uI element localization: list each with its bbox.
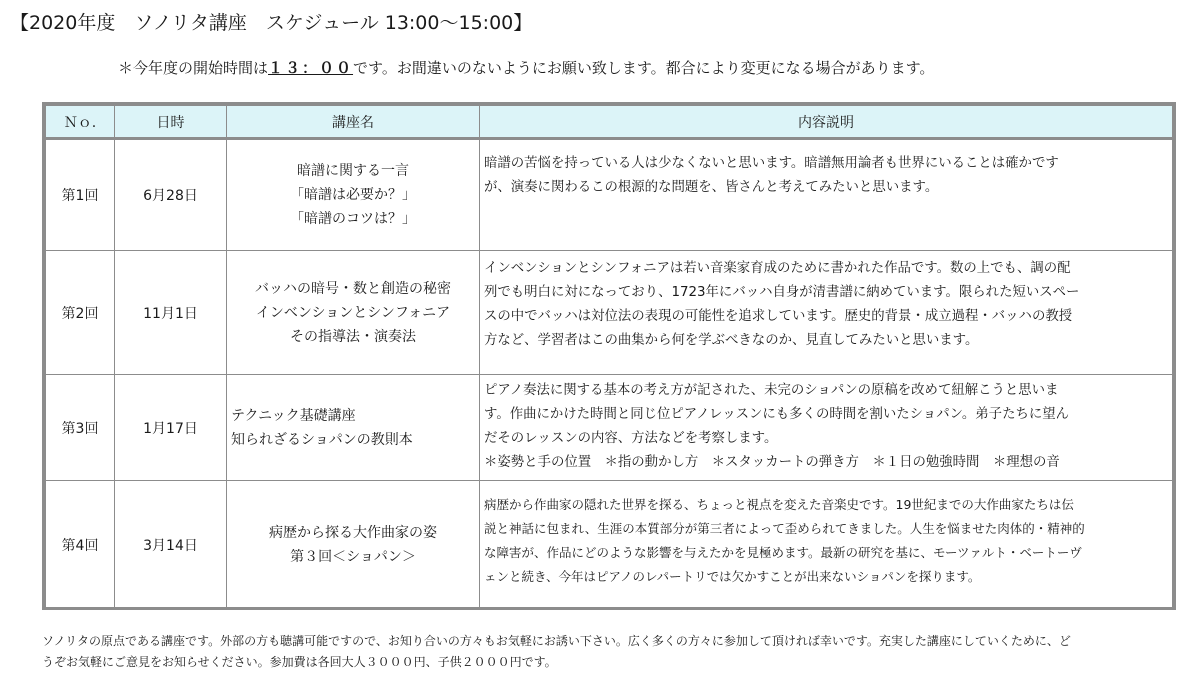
- page-title: 【2020年度 ソノリタ講座 スケジュール 13:00〜15:00】: [10, 12, 533, 34]
- course-name-line: インベンションとシンフォニア: [255, 304, 451, 321]
- description-line: が、演奏に関わるこの根源的な問題を、皆さんと考えてみたいと思います。: [484, 180, 939, 195]
- description-line: 病歴から作曲家の隠れた世界を探る、ちょっと視点を変えた音楽史です。19世紀までの大作曲家たちは伝: [484, 497, 1074, 512]
- row-description: [480, 251, 1173, 375]
- header-date: 日時: [115, 106, 227, 139]
- course-name-line: 病歴から探る大作曲家の姿: [269, 525, 437, 541]
- course-name-line: 「暗譜のコツは？」: [290, 211, 416, 227]
- description-line: 列でも明白に対になっており、1723年にバッハ自身が清書譜に納めています。限られた短いスペー: [484, 285, 1080, 300]
- description-line: ェンと続き、今年はピアノのレパートリでは欠かすことが出来ないショパンを探ります。: [484, 569, 981, 584]
- row-course-name: [227, 139, 480, 251]
- table-header-row: [46, 106, 1173, 139]
- description-line: す。作曲にかけた時間と同じ位ピアノレッスンにも多くの時間を割いたショパン。弟子たちに望ん: [484, 407, 1070, 422]
- footer-note: [42, 631, 1182, 673]
- description-line: 暗譜の苦悩を持っている人は少なくないと思います。暗譜無用論者も世界にいることは確かです: [484, 156, 1059, 171]
- row-date: 6月28日: [115, 139, 227, 251]
- table-row: [46, 251, 1173, 375]
- description-line: だそのレッスンの内容、方法などを考察します。: [484, 431, 778, 446]
- row-course-name: [227, 251, 480, 375]
- row-description: [480, 481, 1173, 610]
- description-line: スの中でバッハは対位法の表現の可能性を追求しています。歴史的背景・成立過程・バッハの教授: [484, 309, 1073, 324]
- row-no: 第1回: [46, 139, 115, 251]
- row-date: 3月14日: [115, 481, 227, 610]
- row-no: 第4回: [46, 481, 115, 610]
- footer-line: うぞお気軽にご意見をお知らせください。参加費は各回大人３０００円、子供２０００円です。: [42, 655, 557, 669]
- course-name-line: 第３回＜ショパン＞: [290, 549, 416, 565]
- description-line: インベンションとシンフォニアは若い音楽家育成のために書かれた作品です。数の上でも、調の配: [484, 261, 1071, 276]
- description-line: 方など、学習者はこの曲集から何を学ぶべきなのか、見直してみたいと思います。: [484, 333, 979, 348]
- row-date: 11月1日: [115, 251, 227, 375]
- notice-suffix: です。お間違いのないようにお願い致します。都合により変更になる場合があります。: [353, 59, 935, 77]
- row-no: 第2回: [46, 251, 115, 375]
- header-no: Ｎｏ.: [46, 106, 115, 139]
- row-no: 第3回: [46, 375, 115, 481]
- notice-start-time: １３：００: [268, 59, 354, 77]
- description-line: ＊姿勢と手の位置 ＊指の動かし方 ＊スタッカートの弾き方 ＊１日の勉強時間 ＊理想の音: [484, 455, 1060, 470]
- notice-prefix: ＊今年度の開始時間は: [118, 59, 269, 77]
- course-name-line: その指導法・演奏法: [290, 328, 416, 345]
- footer-line: ソノリタの原点である講座です。外部の方も聴講可能ですので、お知り合いの方々もお気軽にお誘い下さい。広く多くの方々に参加して頂ければ幸いです。充実した講座にしていくために、ど: [42, 634, 1071, 648]
- course-name-line: 暗譜に関する一言: [297, 163, 409, 179]
- description-line: 説と神話に包まれ、生涯の本質部分が第三者によって歪められてきました。人生を悩ませた肉体的・精神的: [484, 521, 1085, 536]
- row-description: [480, 375, 1173, 481]
- start-time-notice: [118, 57, 934, 78]
- course-name-line: バッハの暗号・数と創造の秘密: [255, 280, 451, 297]
- description-line: ピアノ奏法に関する基本の考え方が記された、未完のショパンの原稿を改めて紐解こうと思いま: [484, 383, 1059, 398]
- header-description: 内容説明: [480, 106, 1173, 139]
- course-name-line: テクニック基礎講座: [231, 407, 356, 424]
- header-course-name: 講座名: [227, 106, 480, 139]
- row-date: 1月17日: [115, 375, 227, 481]
- course-name-line: 「暗譜は必要か？」: [290, 187, 416, 203]
- row-course-name: [227, 375, 480, 481]
- description-line: な障害が、作品にどのような影響を与えたかを見極めます。最新の研究を基に、モーツァルト・ベートーヴ: [484, 545, 1082, 560]
- table-row: [46, 139, 1173, 251]
- table-row: [46, 481, 1173, 610]
- course-name-line: 知られざるショパンの教則本: [231, 431, 413, 448]
- row-description: [480, 139, 1173, 251]
- table-row: [46, 375, 1173, 481]
- schedule-table: [45, 105, 1173, 610]
- row-course-name: [227, 481, 480, 610]
- schedule-table-frame: [42, 102, 1176, 610]
